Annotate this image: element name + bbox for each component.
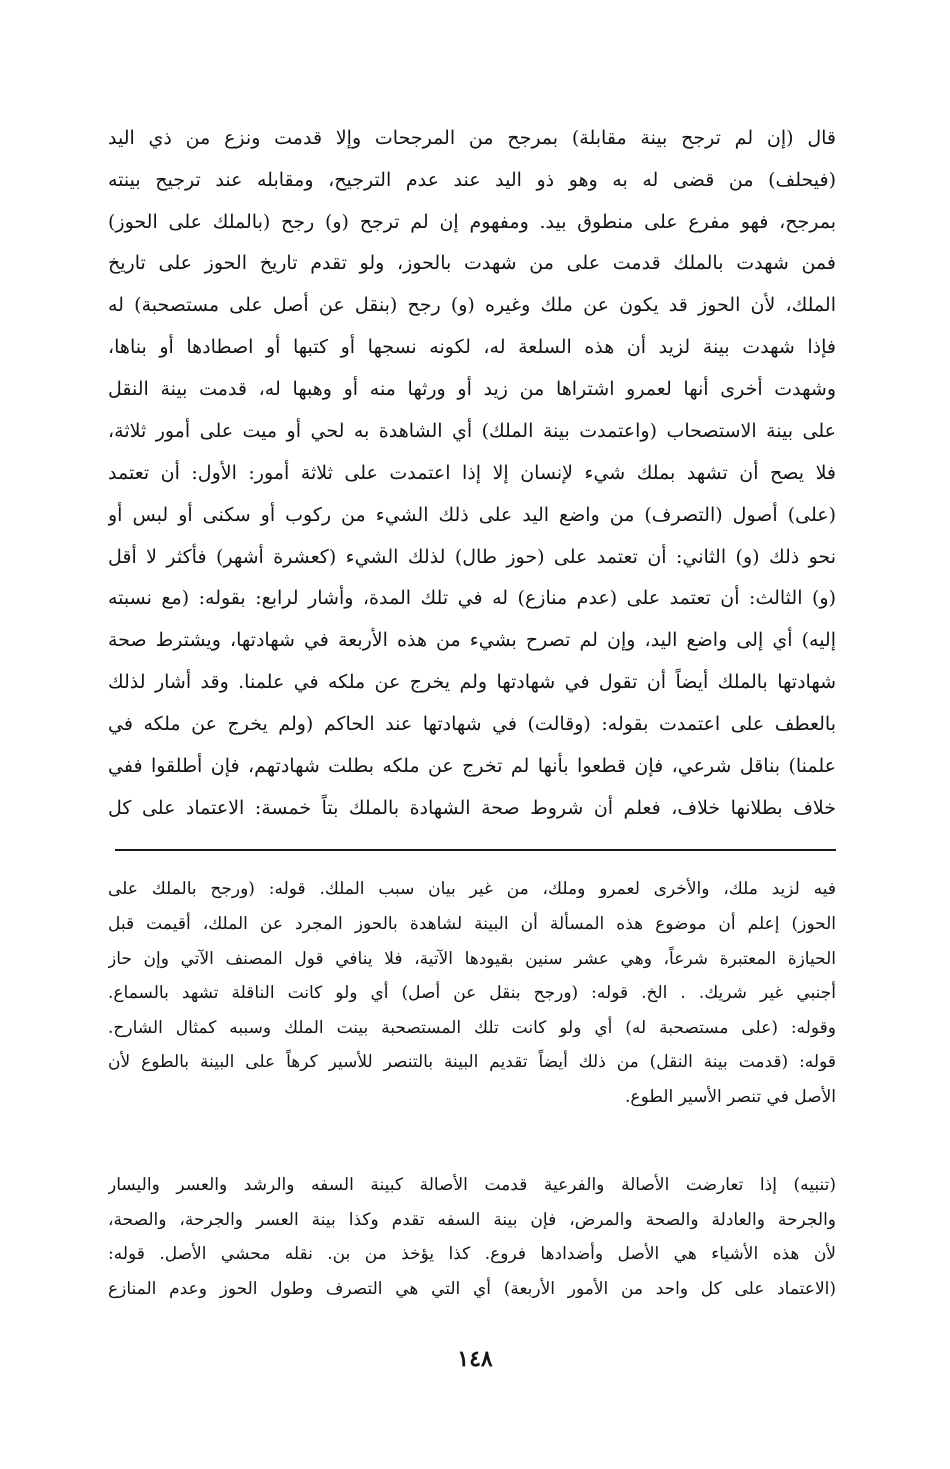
footnote-line: أجنبي غير شريك. . الخ. قوله: (ورجح بنقل عن أصل) أي ولو كانت الناقلة تشهد بالسماع. — [108, 983, 836, 1003]
main-text-line: شهادتها بالملك أيضاً أن تقول في شهادتها ولم يخرج عن ملكه في علمنا. وقد أشار لذلك — [108, 671, 836, 693]
page-number: ١٤٨ — [457, 1346, 493, 1372]
main-text-line: فلا يصح أن تشهد بملك شيء لإنسان إلا إذا اعتمدت على ثلاثة أمور: الأول: أن تعتمد — [108, 462, 836, 484]
footnote-line: قوله: (قدمت بينة النقل) من ذلك أيضاً تقديم البينة بالتنصر للأسير كرهاً على البينة بالطوع لأن — [108, 1052, 836, 1072]
main-text-line: وشهدت أخرى أنها لعمرو اشتراها من زيد أو ورثها منه أو وهبها له، قدمت بينة النقل — [108, 378, 836, 400]
main-text-line: بالعطف على اعتمدت بقوله: (وقالت) في شهادتها عند الحاكم (ولم يخرج عن ملكه في — [108, 713, 836, 735]
main-text-line: (على) أصول (التصرف) من واضع اليد على ذلك الشيء من ركوب أو سكنى أو لبس أو — [108, 504, 836, 526]
main-text-line: علمنا) بناقل شرعي، فإن قطعوا بأنها لم تخرج عن ملكه بطلت شهادتهم، فإن أطلقوا ففي — [108, 755, 836, 777]
footnote-line: فيه لزيد ملك، والأخرى لعمرو وملك، من غير بيان سبب الملك. قوله: (ورجح بالملك على — [108, 879, 836, 899]
main-text-line: خلاف بطلانها خلاف، فعلم أن شروط صحة الشهادة بالملك بتاً خمسة: الاعتماد على كل — [108, 797, 836, 819]
main-text-line: إليه) أي إلى واضع اليد، وإن لم تصرح بشيء من هذه الأربعة في شهادتها، ويشترط صحة — [108, 629, 836, 651]
footnote-separator — [115, 849, 836, 851]
main-text-line: نحو ذلك (و) الثاني: أن تعتمد على (حوز طال) لذلك الشيء (كعشرة أشهر) فأكثر لا أقل — [108, 546, 836, 568]
main-text-line: فإذا شهدت بينة لزيد أن هذه السلعة له، لكونه نسجها أو كتبها أو اصطادها أو بناها، — [108, 336, 836, 358]
main-text-line: فمن شهدت بالملك قدمت على من شهدت بالحوز، ولو تقدم تاريخ الحوز على تاريخ — [108, 252, 836, 274]
footnote-line: وقوله: (على مستصحبة له) أي ولو كانت تلك المستصحبة بينت الملك وسببه كمثال الشارح. — [108, 1018, 836, 1038]
footnote-line: الأصل في تنصر الأسير الطوع. — [625, 1087, 836, 1107]
main-text-line: الملك، لأن الحوز قد يكون عن ملك وغيره (و) رجح (بنقل عن أصل على مستصحبة) له — [108, 294, 836, 316]
main-text-line: بمرجح، فهو مفرع على منطوق بيد. ومفهوم إن لم ترجح (و) رجح (بالملك على الحوز) — [108, 211, 836, 233]
footnote-line: الحوز) إعلم أن موضوع هذه المسألة أن البينة لشاهدة بالحوز المجرد عن الملك، أقيمت قبل — [108, 914, 836, 934]
footnote-line: (تنبيه) إذا تعارضت الأصالة والفرعية قدمت الأصالة كبينة السفه والرشد والعسر واليسار — [108, 1175, 836, 1195]
main-text-line: على بينة الاستصحاب (واعتمدت بينة الملك) أي الشاهدة به لحي أو ميت على أمور ثلاثة، — [108, 420, 836, 442]
main-text-line: (فيحلف) من قضى له به وهو ذو اليد عند عدم الترجيح، ومقابله عند ترجيح بينته — [108, 169, 836, 191]
main-text-line: قال (إن لم ترجح بينة مقابلة) بمرجح من المرجحات وإلا قدمت ونزع من ذي اليد — [108, 127, 836, 149]
footnote-line: (الاعتماد على كل واحد من الأمور الأربعة) أي التي هي التصرف وطول الحوز وعدم المنازع — [108, 1279, 836, 1299]
footnote-line: والجرحة والعادلة والصحة والمرض، فإن بينة السفه تقدم وكذا بينة العسر والجرحة، والصحة، — [108, 1210, 836, 1230]
main-text-line: (و) الثالث: أن تعتمد على (عدم منازع) له في تلك المدة، وأشار لرابع: بقوله: (مع نسبته — [108, 587, 836, 609]
footnote-line: الحيازة المعتبرة شرعاً، وهي عشر سنين بقيودها الآتية، فلا ينافي قول المصنف الآتي وإن حاز — [108, 949, 836, 969]
footnote-line: لأن هذه الأشياء هي الأصل وأضدادها فروع. كذا يؤخذ من بن. نقله محشي الأصل. قوله: — [108, 1244, 836, 1264]
